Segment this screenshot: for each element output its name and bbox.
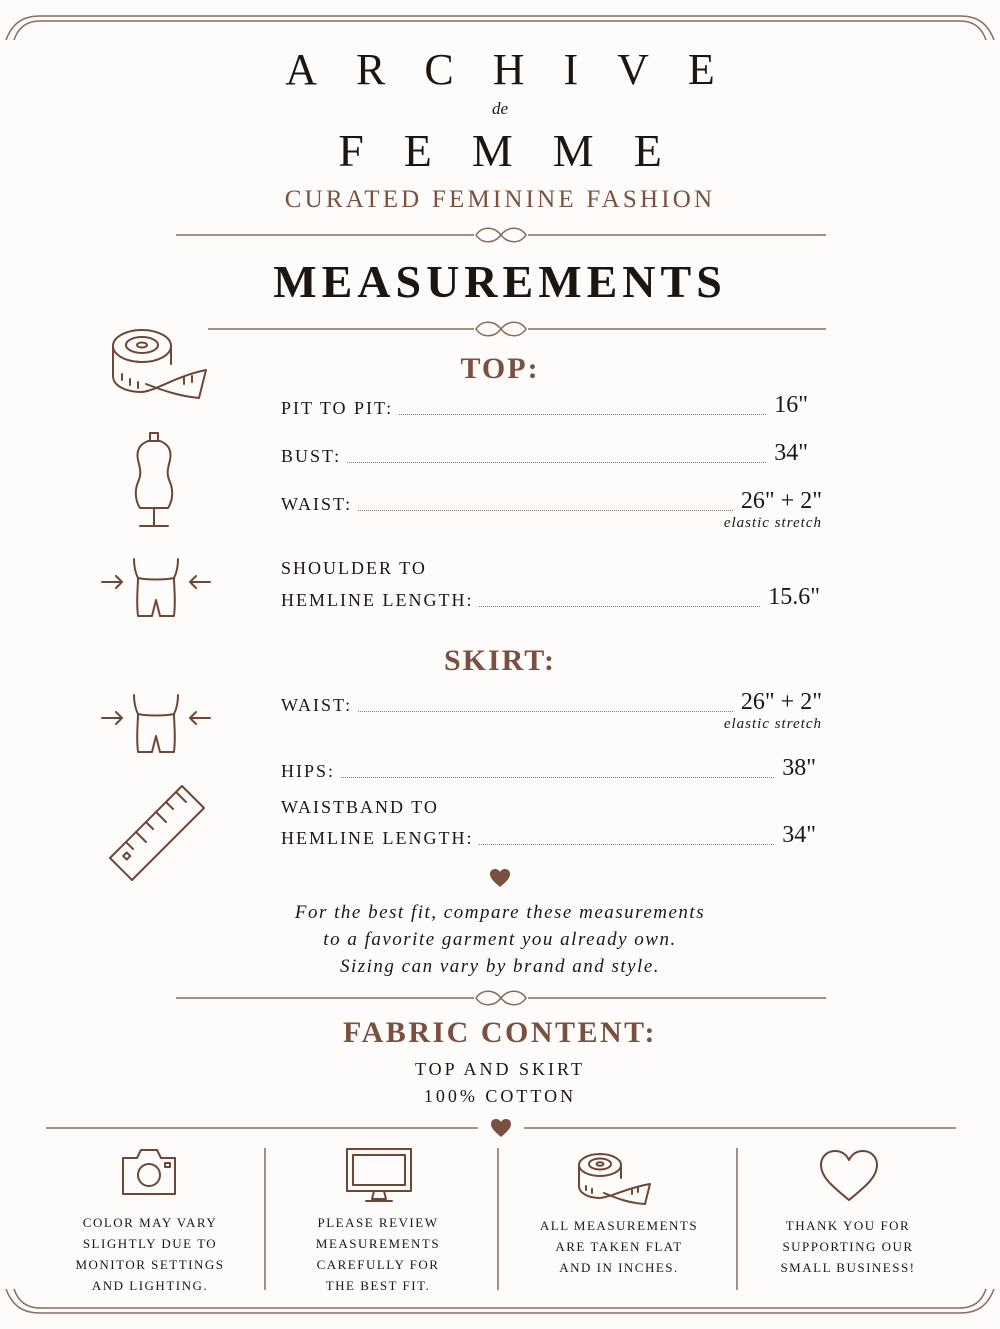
skirt-length-label-1: WAISTBAND TO [281,797,439,817]
measure-row-top-waist [281,488,822,514]
footer-note-line: CAREFULLY FOR [316,1257,440,1272]
fit-tip-line-2: to a favorite garment you already own. [323,929,677,950]
brand-de: de [491,99,509,118]
fit-tip [0,899,1000,980]
fabric-heading: FABRIC CONTENT: [343,1016,657,1049]
footer-note-flat [503,1215,735,1278]
footer-note-line: MEASUREMENTS [315,1236,441,1251]
body-measure-icon-skirt [100,692,216,758]
footer-note-line: PLEASE REVIEW [317,1215,439,1230]
footer-note-line: COLOR MAY VARY [82,1215,218,1230]
heart-icon [489,868,511,888]
ruler-icon [106,782,208,884]
footer-divider [46,1116,956,1140]
footer-note-line: MONITOR SETTINGS [75,1257,225,1272]
footer-note-review [266,1212,490,1296]
footer-note-color [38,1212,262,1296]
measure-row-pit [281,392,808,418]
measure-row-skirt-length [281,822,816,848]
footer-note-line: THANK YOU FOR [785,1218,911,1233]
tagline: CURATED FEMININE FASHION [284,186,716,213]
fabric-line-1: TOP AND SKIRT [415,1059,585,1079]
measure-row-skirt-waist [281,689,822,715]
bust-label: BUST: [281,446,342,466]
skirt-length-value: 34" [782,822,816,848]
top-length-label-1: SHOULDER TO [281,558,427,578]
brand-line-archive: ARCHIVE [285,45,754,94]
leader-dots [358,510,733,511]
body-measure-icon [100,556,216,622]
footer-note-line: AND LIGHTING. [91,1278,209,1293]
skirt-waist-value: 26" + 2" [740,689,822,715]
fabric-line-2: 100% COTTON [423,1086,577,1106]
footer-note-line: SLIGHTLY DUE TO [82,1236,218,1251]
measure-row-bust [281,440,808,466]
skirt-heading: SKIRT: [443,644,557,677]
dress-form-icon [128,430,180,534]
footer-note-line: ALL MEASUREMENTS [539,1218,699,1233]
ornament-divider [208,316,826,342]
monitor-icon [344,1146,414,1206]
hips-label: HIPS: [281,761,336,781]
fabric-details [0,1056,1000,1110]
leader-dots [479,606,760,607]
leader-dots [479,844,774,845]
footer-note-line: SMALL BUSINESS! [780,1260,916,1275]
skirt-length-label-2: HEMLINE LENGTH: [281,828,474,848]
skirt-waist-note: elastic stretch [723,716,822,732]
brand-line-femme: FEMME [338,125,702,176]
pit-label: PIT TO PIT: [281,398,394,418]
leader-dots [358,711,733,712]
leader-dots [341,777,774,778]
top-waist-value: 26" + 2" [740,488,822,514]
footer-note-line: AND IN INCHES. [559,1260,679,1275]
top-waist-label: WAIST: [281,494,353,514]
measure-row-hips [281,755,816,781]
top-length-value: 15.6" [768,584,820,610]
top-length-label-2: HEMLINE LENGTH: [281,590,474,610]
fit-tip-line-1: For the best fit, compare these measurements [294,902,706,923]
measure-row-top-length [281,584,820,610]
ornament-divider [176,985,826,1011]
bust-value: 34" [774,440,808,466]
page-title: MEASUREMENTS [273,256,727,307]
footer-note-line: ARE TAKEN FLAT [555,1239,683,1254]
heart-outline-icon [818,1148,880,1204]
tape-measure-icon-small [574,1150,656,1208]
skirt-waist-label: WAIST: [281,695,353,715]
ornament-divider [176,222,826,248]
fit-tip-line-3: Sizing can vary by brand and style. [339,956,661,977]
camera-icon [119,1146,179,1198]
footer-note-thanks [738,1215,958,1278]
footer-note-line: THE BEST FIT. [325,1278,431,1293]
leader-dots [399,414,766,415]
hips-value: 38" [782,755,816,781]
pit-value: 16" [774,392,808,418]
top-heading: TOP: [460,352,540,385]
top-waist-note: elastic stretch [723,515,822,531]
footer-note-line: SUPPORTING OUR [782,1239,914,1254]
leader-dots [347,462,766,463]
